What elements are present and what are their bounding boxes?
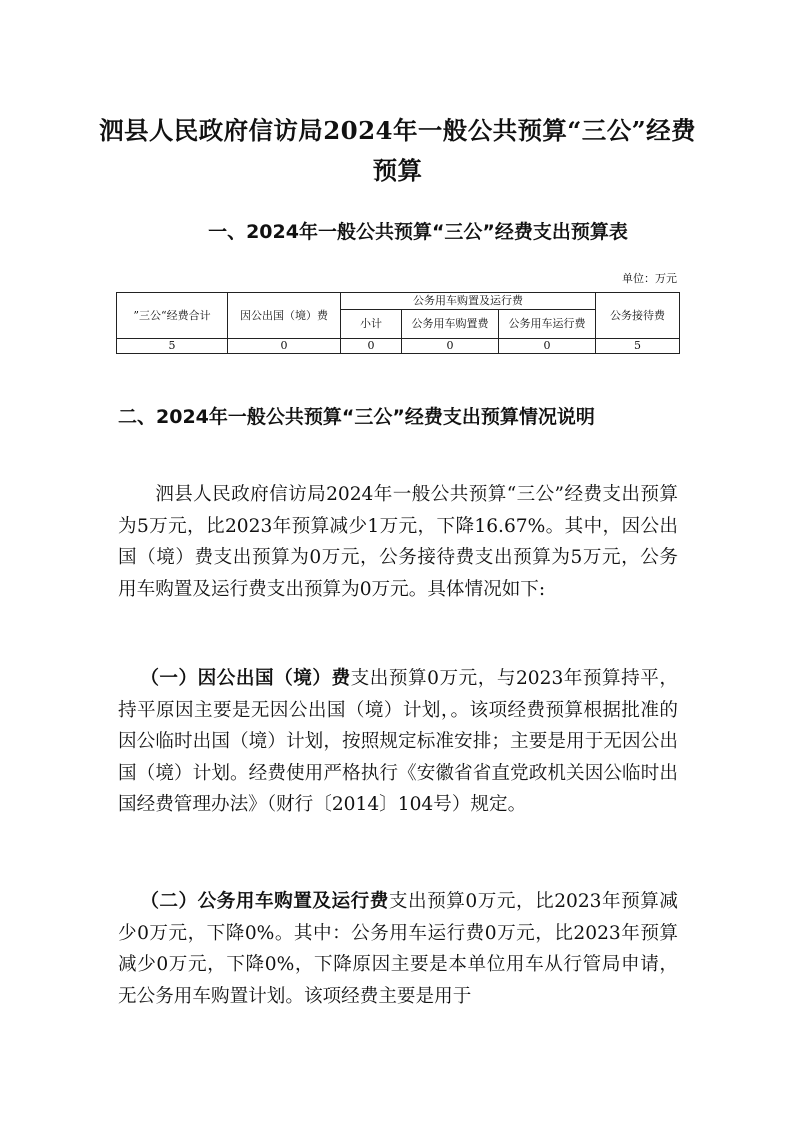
header-reception: 公务接待费 (596, 293, 680, 339)
table-row (117, 339, 680, 354)
value-total: 5 (117, 339, 228, 354)
budget-table (116, 292, 680, 354)
header-vehicle-subtotal: 小计 (341, 310, 402, 339)
value-vehicle-subtotal: 0 (341, 339, 402, 354)
value-vehicle-purchase: 0 (402, 339, 499, 354)
paragraph-abroad-lead: （一）因公出国（境）费 (140, 668, 351, 689)
paragraph-vehicle-text: 支出预算0万元，比2023年预算减少0万元，下降0%。其中：公务用车运行费0万元，比2023年预算减少0万元，下降0%，下降原因主要是本单位用车从行管局申请，无公务用车购置计划。该项经费主要是用于 (118, 891, 678, 1007)
section1-heading: 一、2024年一般公共预算“三公”经费支出预算表 (208, 221, 628, 243)
table-header-row (117, 293, 680, 310)
paragraph-vehicle-lead: （二）公务用车购置及运行费 (140, 891, 389, 912)
paragraph-abroad-text: 支出预算0万元，与2023年预算持平，持平原因主要是无因公出国（境）计划，。该项经费预算根据批准的因公临时出国（境）计划，按照规定标准安排；主要是用于无因公出国（境）计划。经费使用严格执行《安徽省省直党政机关因公临时出国经费管理办法》（财行〔2014〕104号）规定。 (118, 668, 678, 815)
value-reception: 5 (596, 339, 680, 354)
paragraph-abroad (118, 663, 678, 821)
paragraph-vehicle (118, 886, 678, 1012)
header-vehicle-operation: 公务用车运行费 (499, 310, 596, 339)
header-total: ”三公“经费合计 (117, 293, 228, 339)
section2-heading: 二、2024年一般公共预算“三公”经费支出预算情况说明 (118, 406, 595, 428)
value-abroad: 0 (228, 339, 341, 354)
header-vehicle-group: 公务用车购置及运行费 (341, 293, 596, 310)
paragraph-summary: 泗县人民政府信访局2024年一般公共预算“三公”经费支出预算为5万元，比2023年预算减少1万元，下降16.67%。其中，因公出国（境）费支出预算为0万元，公务接待费支出预算为5万元，公务用车购置及运行费支出预算为0万元。具体情况如下: (118, 484, 678, 600)
header-abroad: 因公出国（境）费 (228, 293, 341, 339)
document-title: 泗县人民政府信访局2024年一般公共预算“三公”经费预算 (99, 116, 696, 185)
unit-label: 单位：万元 (622, 272, 677, 285)
value-vehicle-operation: 0 (499, 339, 596, 354)
header-vehicle-purchase: 公务用车购置费 (402, 310, 499, 339)
